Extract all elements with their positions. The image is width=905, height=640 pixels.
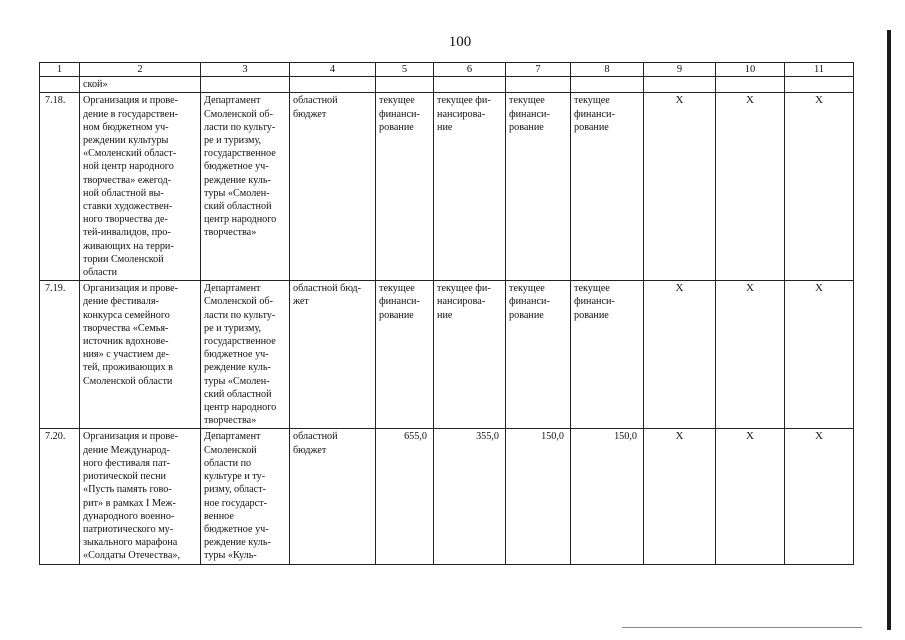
page-number: 100 (448, 34, 472, 50)
funding-total: текущее финанси- рование (376, 93, 434, 281)
row-code: 7.18. (40, 93, 80, 281)
funding-source: областной бюд- жет (290, 281, 376, 429)
funding-source: областной бюджет (290, 429, 376, 564)
scan-bottom-line (622, 627, 862, 628)
executor: Департамент Смоленской об- ласти по культу- ре и туризму, государственное бюджетное уч- реждение куль- туры «Смолен- ский областной центр народного творчества» (201, 281, 290, 429)
column-number: 2 (80, 63, 201, 77)
indicator-x: Х (644, 429, 716, 564)
indicator-x: Х (785, 93, 854, 281)
funding-year-1: текущее фи- нансирова- ние (434, 281, 506, 429)
row-code: 7.20. (40, 429, 80, 564)
column-number: 11 (785, 63, 854, 77)
indicator-x: Х (716, 429, 785, 564)
indicator-x: Х (644, 281, 716, 429)
funding-total: текущее финанси- рование (376, 281, 434, 429)
continuation-row (40, 77, 854, 93)
funding-year-2: текущее финанси- рование (506, 281, 571, 429)
funding-year-3: текущее финанси- рование (571, 281, 644, 429)
program-table (39, 62, 854, 565)
activity-name: Организация и прове- дение фестиваля- конкурса семейного творчества «Семья- источник вдохнове- ния» с участием де- тей, проживающих в Смоленской области (80, 281, 201, 429)
column-number: 1 (40, 63, 80, 77)
column-number: 5 (376, 63, 434, 77)
indicator-x: Х (785, 281, 854, 429)
funding-year-1: текущее фи- нансирова- ние (434, 93, 506, 281)
funding-year-3: 150,0 (571, 429, 644, 564)
indicator-x: Х (716, 93, 785, 281)
column-number: 8 (571, 63, 644, 77)
row-code: 7.19. (40, 281, 80, 429)
column-number: 3 (201, 63, 290, 77)
funding-year-1: 355,0 (434, 429, 506, 564)
funding-year-2: 150,0 (506, 429, 571, 564)
funding-year-2: текущее финанси- рование (506, 93, 571, 281)
activity-name: Организация и прове- дение Международ- ного фестиваля пат- риотической песни «Пусть память гово- рит» в рамках I Меж- дународного военно- патриотического му- зыкального марафона «Солдаты Отечества», (80, 429, 201, 564)
column-number: 7 (506, 63, 571, 77)
indicator-x: Х (644, 93, 716, 281)
funding-total: 655,0 (376, 429, 434, 564)
column-number: 9 (644, 63, 716, 77)
funding-source: областной бюджет (290, 93, 376, 281)
executor: Департамент Смоленской области по культуре и ту- ризму, област- ное государст- венное бюджетное уч- реждение куль- туры «Куль- (201, 429, 290, 564)
continuation-text: ской» (80, 77, 201, 93)
indicator-x: Х (716, 281, 785, 429)
column-number: 10 (716, 63, 785, 77)
scan-edge-bar (887, 30, 891, 630)
table-row (40, 93, 854, 281)
column-number: 6 (434, 63, 506, 77)
funding-year-3: текущее финанси- рование (571, 93, 644, 281)
activity-name: Организация и прове- дение в государствен- ном бюджетном уч- реждении культуры «Смоленский област- ной центр народного творчества» ежегод- ной областной вы- ставки художествен- ного творчества де- тей-инвалидов, про- живающих на терри- тории Смоленской области (80, 93, 201, 281)
executor: Департамент Смоленской об- ласти по культу- ре и туризму, государственное бюджетное уч- реждение куль- туры «Смолен- ский областной центр народного творчества» (201, 93, 290, 281)
table-row (40, 429, 854, 564)
column-number: 4 (290, 63, 376, 77)
table-row (40, 281, 854, 429)
indicator-x: Х (785, 429, 854, 564)
column-number-row (40, 63, 854, 77)
